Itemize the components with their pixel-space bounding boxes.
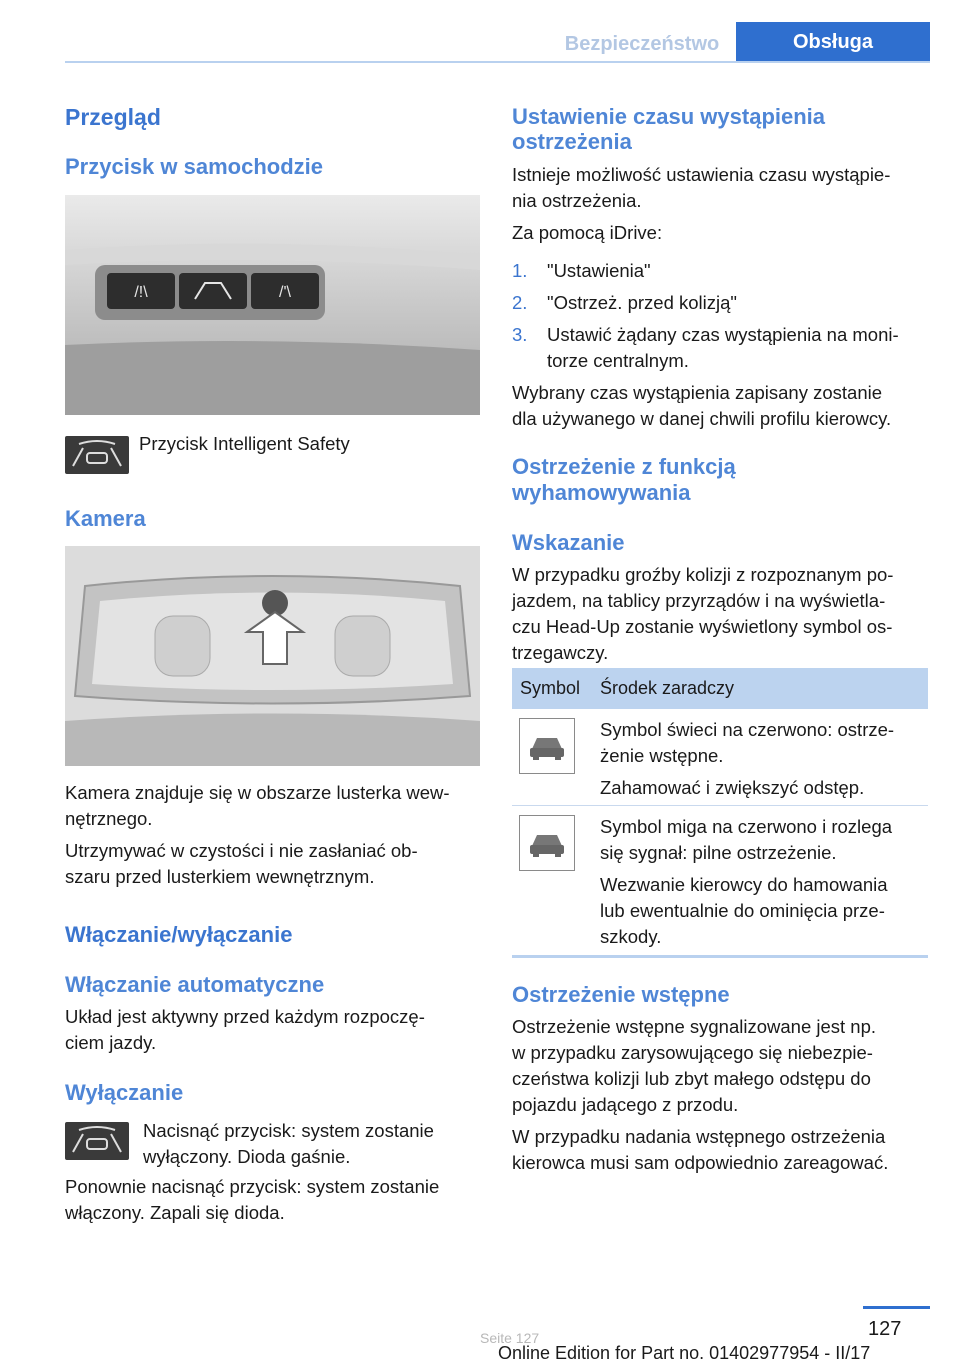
heading-on-off: Włączanie/wyłączanie xyxy=(65,922,293,947)
edition-text: Online Edition for Part no. 01402977954 - II/17 xyxy=(498,1343,871,1363)
camera-text-line2: nętrznego. xyxy=(65,808,153,829)
watermark-text: Seite 127 xyxy=(480,1330,540,1346)
display-text-line4: trzegawczy. xyxy=(512,642,609,663)
tab-safety[interactable]: Bezpieczeństwo xyxy=(564,33,720,55)
row1-text-line1: Symbol świeci na czerwono: ostrze‐ xyxy=(600,719,895,740)
heading-warning-time-line1: Ustawienie czasu wystąpienia xyxy=(512,104,826,129)
camera-text-line4: szaru przed lusterkiem wewnętrznym. xyxy=(65,866,375,887)
step-number: 3. xyxy=(512,324,528,345)
heading-warning-time-line2: ostrzeżenia xyxy=(512,129,632,154)
camera-text-line1: Kamera znajduje się w obszarze lusterka wew‐ xyxy=(65,782,450,803)
saved-text-line2: dla używanego w danej chwili profilu kierowcy. xyxy=(512,408,892,429)
svg-text:/!\: /!\ xyxy=(134,284,148,301)
row2-text-line1: Symbol miga na czerwono i rozlega xyxy=(600,816,893,837)
again-text-line1: Ponownie nacisnąć przycisk: system zostanie xyxy=(65,1176,440,1197)
heading-brake-warning-line1: Ostrzeżenie z funkcją xyxy=(512,454,736,479)
car-warning-symbol-icon xyxy=(519,815,575,871)
camera-drawing xyxy=(65,546,480,766)
camera-text-line3: Utrzymywać w czystości i nie zasłaniać ob‐ xyxy=(65,840,418,861)
row1-text-line3: Zahamować i zwiększyć odstęp. xyxy=(600,777,865,798)
step-text-cont: torze centralnym. xyxy=(547,350,689,371)
camera-image xyxy=(65,546,480,766)
column-header-remedy: Środek zaradczy xyxy=(600,678,735,698)
display-text-line2: jazdem, na tablicy przyrządów i na wyświetla‐ xyxy=(512,590,886,611)
heading-brake-warning-line2: wyhamowywania xyxy=(512,480,691,505)
auto-text-line2: ciem jazdy. xyxy=(65,1032,157,1053)
pre-text-line5: W przypadku nadania wstępnego ostrzeżenia xyxy=(512,1126,886,1147)
pre-text-line3: czeństwa kolizji lub zbyt małego odstępu do xyxy=(512,1068,871,1089)
heading-overview: Przegląd xyxy=(65,104,161,130)
display-text-line3: czu Head-Up zostanie wyświetlony symbol os‐ xyxy=(512,616,893,637)
off-text-line1: Nacisnąć przycisk: system zostanie xyxy=(143,1120,434,1141)
table-bottom-divider xyxy=(512,955,928,958)
step-text: "Ostrzeż. przed kolizją" xyxy=(547,292,737,313)
heading-pre-warning: Ostrzeżenie wstępne xyxy=(512,982,730,1007)
intelligent-safety-button-icon xyxy=(65,436,129,474)
button-caption: Przycisk Intelligent Safety xyxy=(139,433,350,454)
car-warning-symbol-icon xyxy=(519,718,575,774)
off-text-line2: wyłączony. Dioda gaśnie. xyxy=(143,1146,351,1167)
heading-camera: Kamera xyxy=(65,506,146,531)
step-number: 2. xyxy=(512,292,528,313)
row1-text-line2: żenie wstępne. xyxy=(600,745,724,766)
row2-text-line3: Wezwanie kierowcy do hamowania xyxy=(600,874,888,895)
heading-button-in-car: Przycisk w samochodzie xyxy=(65,154,323,179)
header-divider xyxy=(65,61,930,63)
page-number: 127 xyxy=(868,1318,902,1340)
row2-text-line2: się sygnał: pilne ostrzeżenie. xyxy=(600,842,837,863)
column-header-symbol: Symbol xyxy=(520,678,581,698)
step-text: Ustawić żądany czas wystąpienia na moni‐ xyxy=(547,324,899,345)
svg-text:/'\: /'\ xyxy=(279,284,291,301)
auto-text-line1: Układ jest aktywny przed każdym rozpoczę‐ xyxy=(65,1006,425,1027)
pre-text-line1: Ostrzeżenie wstępne sygnalizowane jest np. xyxy=(512,1016,877,1037)
time-text-line2: nia ostrzeżenia. xyxy=(512,190,642,211)
pre-text-line2: w przypadku zarysowującego się niebezpie‐ xyxy=(512,1042,873,1063)
pre-text-line4: pojazdu jadącego z przodu. xyxy=(512,1094,739,1115)
saved-text-line1: Wybrany czas wystąpienia zapisany zostanie xyxy=(512,382,883,403)
button-panel-drawing xyxy=(65,195,480,415)
footer-accent-line xyxy=(863,1306,930,1309)
tab-operation[interactable]: Obsługa xyxy=(736,22,930,63)
pre-text-line6: kierowca musi sam odpowiednio zareagować. xyxy=(512,1152,889,1173)
button-panel-image xyxy=(65,195,480,415)
step-number: 1. xyxy=(512,260,528,281)
time-text-line1: Istnieje możliwość ustawienia czasu wystąpie‐ xyxy=(512,164,891,185)
heading-off: Wyłączanie xyxy=(65,1080,184,1105)
display-text-line1: W przypadku groźby kolizji z rozpoznanym po‐ xyxy=(512,564,894,585)
table-row-divider xyxy=(512,805,928,806)
heading-display: Wskazanie xyxy=(512,530,625,555)
idrive-text: Za pomocą iDrive: xyxy=(512,222,663,243)
row2-text-line5: szkody. xyxy=(600,926,662,947)
heading-auto-on: Włączanie automatyczne xyxy=(65,972,325,997)
intelligent-safety-button-icon xyxy=(65,1122,129,1160)
again-text-line2: włączony. Zapali się dioda. xyxy=(65,1202,285,1223)
row2-text-line4: lub ewentualnie do ominięcia prze‐ xyxy=(600,900,885,921)
step-text: "Ustawienia" xyxy=(547,260,651,281)
